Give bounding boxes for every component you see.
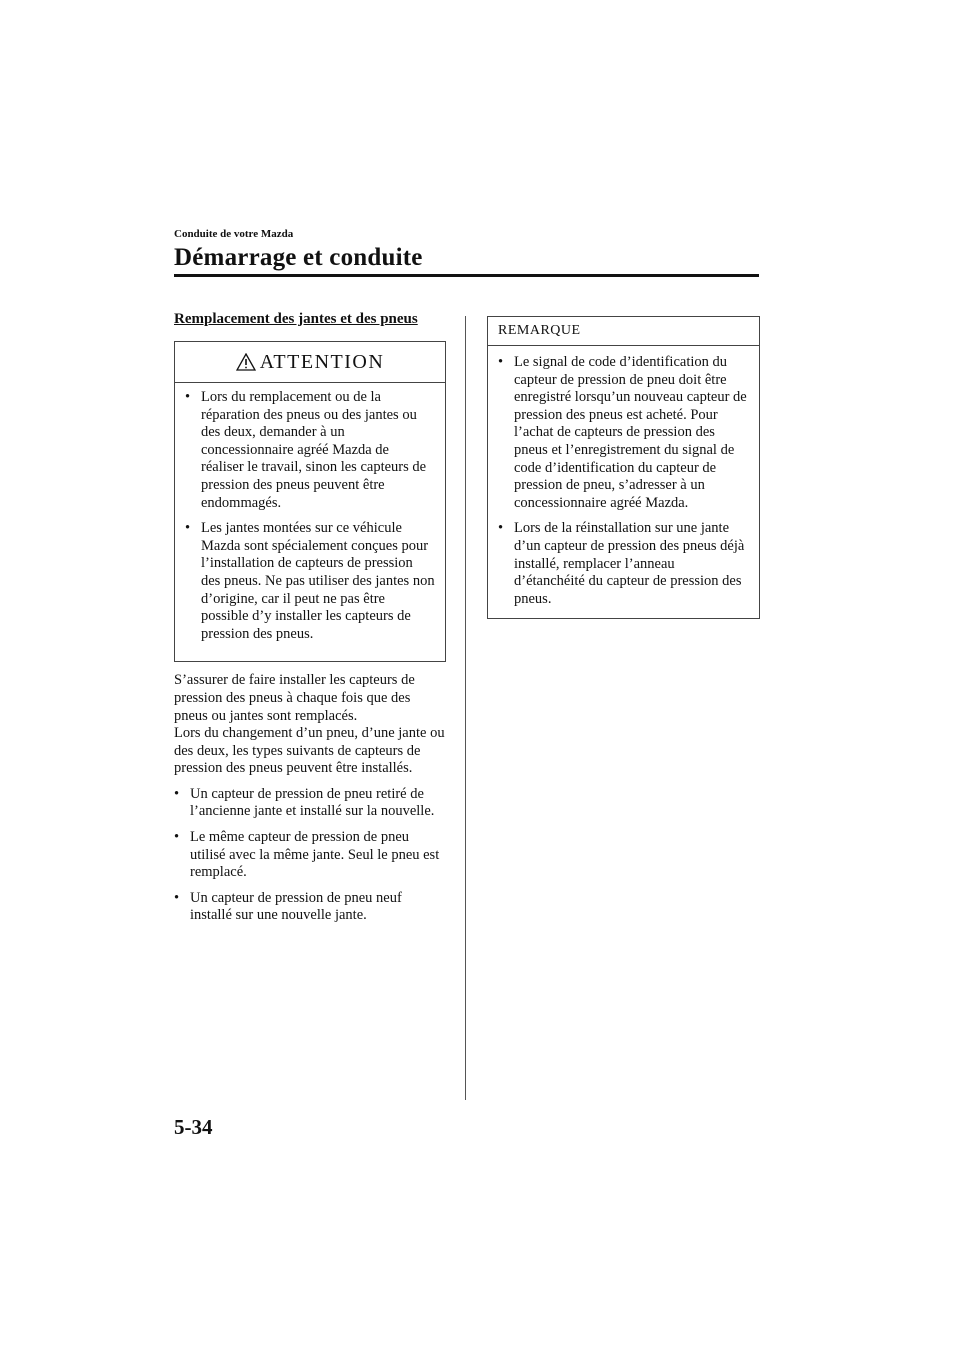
note-body bbox=[488, 346, 759, 618]
bullet-icon: • bbox=[174, 889, 180, 906]
attention-list bbox=[185, 389, 435, 643]
column-divider bbox=[465, 316, 466, 1100]
bullet-icon: • bbox=[498, 520, 504, 537]
note-list bbox=[498, 354, 749, 608]
page-number: 5-34 bbox=[174, 1115, 213, 1139]
bullet-icon: • bbox=[185, 520, 191, 537]
list-item: • Un capteur de pression de pneu retiré de l’ancienne jante et installé sur la nouvelle. bbox=[174, 785, 435, 820]
bullet-icon: • bbox=[498, 354, 504, 370]
list-item: • Lors de la réinstallation sur une jante d’un capteur de pression des pneus déjà installé, remplacer l’anneau d’étanchéité du capteur de pression des pneus. bbox=[498, 520, 745, 607]
attention-title: ATTENTION bbox=[259, 350, 385, 373]
header-divider bbox=[174, 274, 759, 277]
list-item: • Le même capteur de pression de pneu utilisé avec la même jante. Seul le pneu est remplacé. bbox=[174, 829, 440, 881]
list-item: • Le signal de code d’identification du capteur de pression de pneu doit être enregistré lorsqu’un nouveau capteur de pression des pneus est acheté. Pour l’achat de capteurs de pression des pneus et l’enregistrement du signal de code d’identification du capteur de pression de pneu, s’adresser à un concessionnaire agréé Mazda. bbox=[498, 354, 747, 511]
left-column bbox=[174, 309, 446, 933]
sensor-types-list bbox=[174, 786, 446, 925]
bullet-icon: • bbox=[174, 785, 180, 802]
bullet-icon: • bbox=[174, 829, 180, 846]
section-title: Remplacement des jantes et des pneus bbox=[174, 311, 418, 327]
chapter-subtitle: Conduite de votre Mazda bbox=[174, 228, 294, 240]
body-paragraph: S’assurer de faire installer les capteurs de pression des pneus à chaque fois que des pneus ou jantes sont remplacés. Lors du changement d’un pneu, d’une jante ou des deux, les types suivants de capteurs de pression des pneus peuvent être installés. bbox=[174, 672, 445, 777]
attention-box bbox=[174, 341, 446, 662]
list-item: • Les jantes montées sur ce véhicule Mazda sont spécialement conçues pour l’installation de capteurs de pression des pneus. Ne pas utiliser des jantes non d’origine, car il peut ne pas être possible d’y installer les capteurs de pression des pneus. bbox=[185, 520, 435, 642]
chapter-title: Démarrage et conduite bbox=[174, 244, 423, 271]
note-title: REMARQUE bbox=[488, 317, 759, 346]
list-item: • Lors du remplacement ou de la réparation des pneus ou des jantes ou des deux, demander à un concessionnaire agréé Mazda de réaliser le travail, sinon les capteurs de pression des pneus peuvent être endommagés. bbox=[185, 389, 427, 511]
warning-triangle-icon bbox=[236, 353, 256, 371]
bullet-icon: • bbox=[185, 389, 191, 405]
attention-body bbox=[175, 383, 445, 661]
list-item: • Un capteur de pression de pneu neuf installé sur une nouvelle jante. bbox=[174, 889, 402, 924]
attention-header bbox=[175, 342, 445, 383]
note-box bbox=[487, 316, 760, 619]
